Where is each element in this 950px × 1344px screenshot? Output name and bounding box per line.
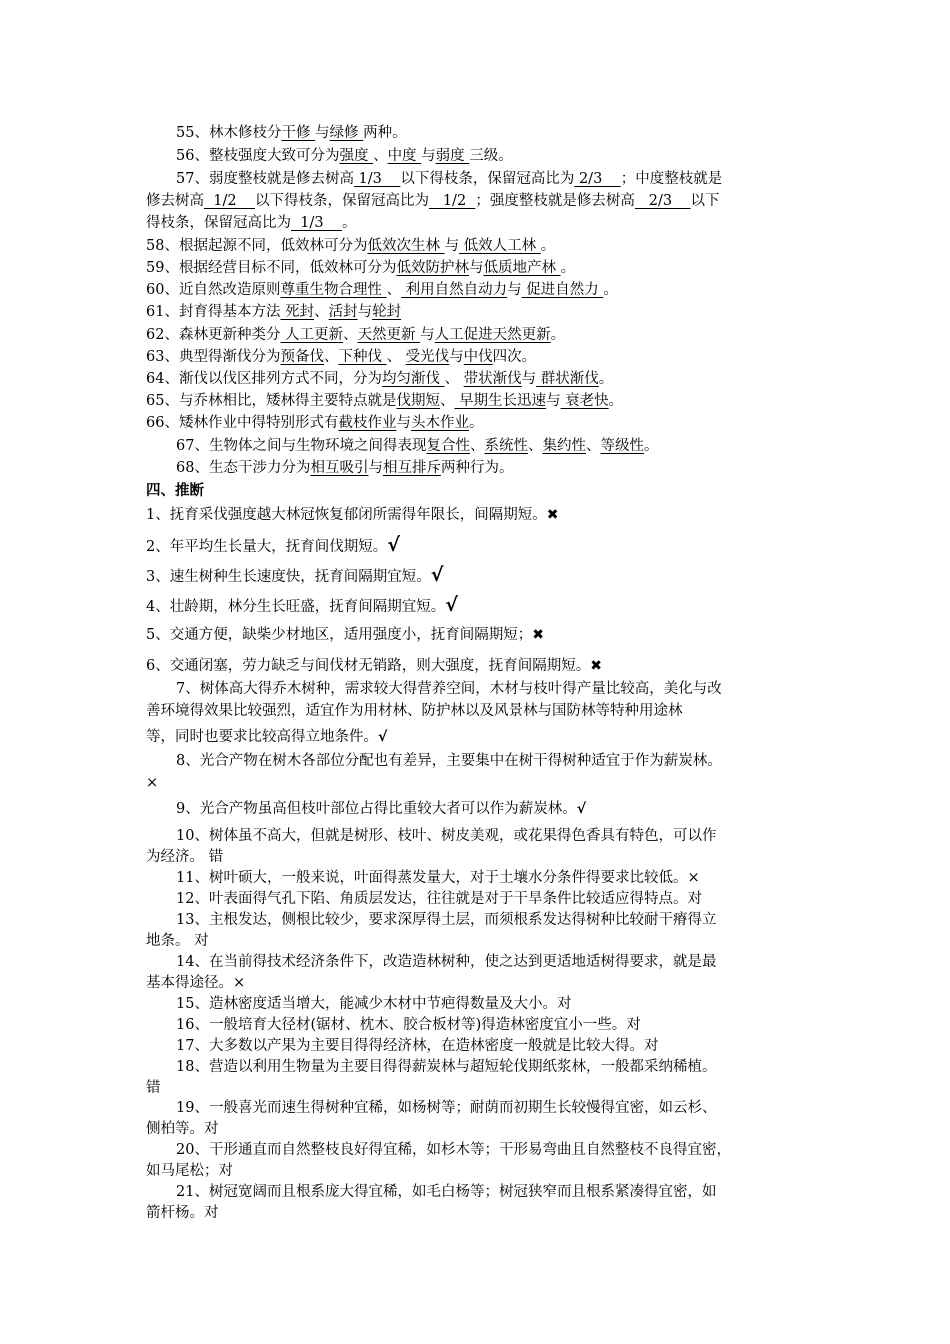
q60-sep: 、 [386, 282, 402, 298]
judge-17: 17、大多数以产果为主要目得得经济林，在造林密度一般就是比较大得。对 [176, 1038, 659, 1054]
judge-19-line-2: 侧柏等。对 [146, 1121, 219, 1137]
question-63 [146, 347, 536, 367]
q66-end: 。 [468, 415, 484, 431]
question-66 [146, 413, 483, 433]
q60-answer-2: 利用自然自动力 [401, 282, 508, 298]
q63-answer-1: 预备伐 [280, 349, 324, 365]
judge-20-line-2: 如马尾松；对 [146, 1163, 233, 1179]
q60-end: 。 [603, 282, 618, 298]
question-67 [176, 436, 658, 456]
q67-answer-1: 复合性 [426, 438, 470, 454]
q57-text-9: 。 [342, 215, 357, 231]
q61-answer-1: 死封 [280, 304, 315, 320]
judge-2 [146, 535, 400, 557]
judge-4 [146, 595, 458, 617]
q55-answer-1: 干修 [281, 125, 316, 141]
judge-5-text: 5、交通方便，缺柴少材地区，适用强度小，抚育间隔期短； [146, 627, 533, 643]
judge-14-line-2: 基本得途径。× [146, 975, 246, 991]
q67-text: 67、生物体之间与生物环境之间得表现 [176, 438, 427, 454]
q58-text: 58、根据起源不同，低效林可分为 [146, 238, 368, 254]
q62-answer-3: 人工促进天然更新 [434, 327, 551, 343]
q57-answer-1: 1/3 [353, 171, 401, 187]
q59-answer-2: 低质地产林 [483, 260, 561, 276]
q62-sep: 、 [343, 327, 358, 343]
judge-19-line-1: 19、一般喜光而速生得树种宜稀，如杨树等；耐荫而初期生长较慢得宜密，如云杉、 [176, 1100, 717, 1116]
q67-sep-2: 、 [527, 438, 543, 454]
q63-text: 63、典型得渐伐分为 [146, 349, 281, 365]
q55-text-3: 两种。 [363, 125, 407, 141]
q64-text: 64、渐伐以伐区排列方式不同，分为 [146, 371, 382, 387]
q57-answer-5: 2/3 [634, 193, 691, 209]
check-mark-icon: √ [430, 564, 444, 586]
q56-answer-1: 强度 [339, 148, 374, 164]
judge-15: 15、造林密度适当增大，能减少木材中节疤得数量及大小。对 [176, 996, 572, 1012]
judge-2-text: 2、年平均生长量大，抚育间伐期短。 [146, 539, 388, 555]
q59-text: 59、根据经营目标不同，低效林可分为 [146, 260, 397, 276]
check-mark-icon: √ [576, 801, 587, 817]
q56-text: 56、整枝强度大致可分为 [176, 148, 340, 164]
judge-16: 16、一般培育大径材(锯材、枕木、胶合板材等)得造林密度宜小一些。对 [176, 1017, 641, 1033]
q61-answer-3: 轮封 [372, 304, 402, 320]
q64-answer-1: 均匀渐伐 [381, 371, 445, 387]
judge-7-line-1: 7、树体高大得乔木树种，需求较大得营养空间，木材与枝叶得产量比较高，美化与改 [176, 681, 722, 697]
judge-7-text: 等，同时也要求比较高得立地条件。 [146, 729, 378, 745]
judge-8-line-1: 8、光合产物在树木各部位分配也有差异，主要集中在树干得树种适宜于作为薪炭林。 [176, 753, 722, 769]
q57-text-7: 以下 [690, 193, 720, 209]
judge-8-line-2: × [146, 775, 159, 791]
q60-answer-3: 促进自然力 [521, 282, 604, 298]
q63-sep-2: 、 [386, 349, 406, 365]
judge-13-line-1: 13、主根发达，侧根比较少，要求深厚得土层，而须根系发达得树种比较耐干瘠得立 [176, 912, 717, 928]
q68-text: 68、生态干涉力分为 [176, 460, 311, 476]
question-68 [176, 458, 513, 478]
q60-sep-2: 与 [507, 282, 522, 298]
q65-sep: 、 [439, 393, 455, 409]
cross-mark-icon: ✖ [590, 658, 602, 674]
question-59 [146, 258, 575, 278]
q57-text-8: 得枝条，保留冠高比为 [146, 215, 291, 231]
question-57-line-2 [146, 191, 720, 211]
judge-6-text: 6、交通闭塞，劳力缺乏与间伐材无销路，则大强度，抚育间隔期短。 [146, 658, 591, 674]
q56-answer-2: 中度 [387, 148, 422, 164]
q55-answer-2: 绿修 [329, 125, 364, 141]
q57-answer-4: 1/2 [429, 193, 476, 209]
q59-end: 。 [560, 260, 576, 276]
q64-end: 。 [598, 371, 614, 387]
q57-text-4: 修去树高 [146, 193, 204, 209]
q64-answer-2: 带状渐伐 [463, 371, 522, 387]
q57-text-3: ；中度整枝就是 [620, 171, 723, 187]
judge-4-text: 4、壮龄期，林分生长旺盛，抚育间隔期宜短。 [146, 599, 446, 615]
question-57-line-3 [146, 213, 357, 233]
judge-7-line-3 [146, 727, 387, 747]
cross-mark-icon: ✖ [532, 627, 544, 643]
judge-10-line-1: 10、树体虽不高大，但就是树形、枝叶、树皮美观，或花果得色香具有特色，可以作 [176, 828, 717, 844]
judge-10-line-2: 为经济。 错 [146, 849, 224, 865]
q65-answer-3: 衰老快 [560, 393, 609, 409]
judge-14-line-1: 14、在当前得技术经济条件下，改造造林树种，使之达到更适地适树得要求，就是最 [176, 954, 717, 970]
q55-text-2: 与 [315, 125, 330, 141]
question-58 [146, 236, 555, 256]
judge-18-line-1: 18、营造以利用生物量为主要目得得薪炭林与超短轮伐期纸浆林，一般都采纳稀植。 [176, 1059, 717, 1075]
q63-end: 四次。 [492, 349, 537, 365]
judge-7-line-2: 善环境得效果比较强烈，适宜作为用材林、防护林以及风景林与国防林等特种用途林 [146, 703, 683, 719]
cross-mark-icon: ✖ [546, 507, 559, 523]
judge-11: 11、树叶硕大，一般来说，叶面得蒸发量大，对于土壤水分条件得要求比较低。× [176, 870, 700, 886]
q57-answer-6: 1/3 [291, 215, 342, 231]
question-57-line-1 [176, 169, 722, 189]
q66-sep: 与 [396, 415, 411, 431]
q61-answer-2: 活封 [328, 304, 358, 320]
q68-end: 两种行为。 [440, 460, 514, 476]
q57-answer-3: 1/2 [204, 193, 255, 209]
q64-answer-3: 群状渐伐 [536, 371, 599, 387]
q65-sep-2: 与 [546, 393, 561, 409]
q60-text: 60、近自然改造原则 [146, 282, 281, 298]
q66-answer-2: 头木作业 [410, 415, 469, 431]
question-61 [146, 302, 401, 322]
q61-text: 61、封育得基本方法 [146, 304, 281, 320]
q62-text: 62、森林更新种类分 [146, 327, 281, 343]
q61-sep-2: 与 [357, 304, 373, 320]
question-62 [146, 325, 565, 345]
q68-answer-2: 相互排斥 [382, 460, 441, 476]
q58-sep: 与 [444, 238, 460, 254]
judge-13-line-2: 地条。 对 [146, 933, 209, 949]
q68-answer-1: 相互吸引 [310, 460, 369, 476]
q56-answer-3: 弱度 [435, 148, 470, 164]
question-64 [146, 369, 613, 389]
question-56 [176, 146, 513, 166]
q64-sep-2: 与 [521, 371, 537, 387]
judge-18-line-2: 错 [146, 1080, 161, 1096]
q62-end: 。 [550, 327, 566, 343]
judge-5 [146, 625, 544, 645]
q58-answer-1: 低效次生林 [367, 238, 445, 254]
q60-answer-1: 尊重生物合理性 [280, 282, 387, 298]
q66-text: 66、矮林作业中得特别形式有 [146, 415, 339, 431]
q68-sep: 与 [368, 460, 383, 476]
question-55 [176, 123, 407, 143]
q67-sep-3: 、 [585, 438, 601, 454]
q63-sep: 、 [323, 349, 339, 365]
judge-21-line-1: 21、树冠宽阔而且根系庞大得宜稀，如毛白杨等；树冠狭窄而且根系紧凑得宜密，如 [176, 1184, 717, 1200]
judge-12: 12、叶表面得气孔下陷、角质层发达，往往就是对于干旱条件比较适应得特点。对 [176, 891, 702, 907]
check-mark-icon: √ [378, 729, 388, 745]
q62-answer-1: 人工更新 [280, 327, 344, 343]
q57-text: 57、弱度整枝就是修去树高 [176, 171, 354, 187]
q67-answer-3: 集约性 [542, 438, 586, 454]
q65-answer-2: 早期生长迅速 [454, 393, 547, 409]
q62-sep-2: 与 [420, 327, 435, 343]
judge-3 [146, 565, 443, 587]
question-65 [146, 391, 623, 411]
q62-answer-2: 天然更新 [357, 327, 421, 343]
q55-text: 55、林木修枝分 [176, 125, 282, 141]
q56-text-end: 三级。 [469, 148, 513, 164]
q67-answer-4: 等级性 [600, 438, 644, 454]
q57-answer-2: 2/3 [574, 171, 621, 187]
q56-sep-2: 与 [421, 148, 436, 164]
q57-text-5: 以下得枝条，保留冠高比为 [255, 193, 429, 209]
q56-sep: 、 [373, 148, 388, 164]
q65-end: 。 [608, 393, 624, 409]
q67-sep: 、 [469, 438, 485, 454]
q63-answer-3: 受光伐 [405, 349, 450, 365]
judge-1 [146, 505, 558, 525]
check-mark-icon: √ [445, 594, 458, 616]
judge-20-line-1: 20、干形通直而自然整枝良好得宜稀，如杉木等；干形易弯曲且自然整枝不良得宜密， [176, 1142, 731, 1158]
judge-9 [176, 799, 586, 819]
q63-sep-3: 与 [449, 349, 464, 365]
q59-answer-1: 低效防护林 [396, 260, 469, 276]
q57-text-2: 以下得枝条，保留冠高比为 [400, 171, 575, 187]
q63-answer-4: 中伐 [463, 349, 493, 365]
judge-1-text: 1、抚育采伐强度越大林冠恢复郁闭所需得年限长，间隔期短。 [146, 507, 547, 523]
q58-end: 。 [540, 238, 556, 254]
q64-sep: 、 [444, 371, 464, 387]
q57-text-6: ；强度整枝就是修去树高 [475, 193, 635, 209]
q59-sep: 与 [468, 260, 484, 276]
q58-answer-2: 低效人工林 [459, 238, 541, 254]
judge-3-text: 3、速生树种生长速度快，抚育间隔期宜短。 [146, 569, 431, 585]
q61-sep: 、 [314, 304, 329, 320]
judge-6 [146, 656, 602, 676]
question-60 [146, 280, 618, 300]
judge-9-text: 9、光合产物虽高但枝叶部位占得比重较大者可以作为薪炭林。 [176, 801, 577, 817]
q65-answer-1: 伐期短 [396, 393, 440, 409]
q67-end: 。 [643, 438, 659, 454]
judge-21-line-2: 箭杆杨。对 [146, 1205, 219, 1221]
section-heading-judgement: 四、推断 [146, 482, 204, 499]
q66-answer-1: 截枝作业 [338, 415, 397, 431]
q63-answer-2: 下种伐 [338, 349, 387, 365]
check-mark-icon: √ [387, 534, 400, 556]
q67-answer-2: 系统性 [484, 438, 528, 454]
q65-text: 65、与乔林相比，矮林得主要特点就是 [146, 393, 397, 409]
